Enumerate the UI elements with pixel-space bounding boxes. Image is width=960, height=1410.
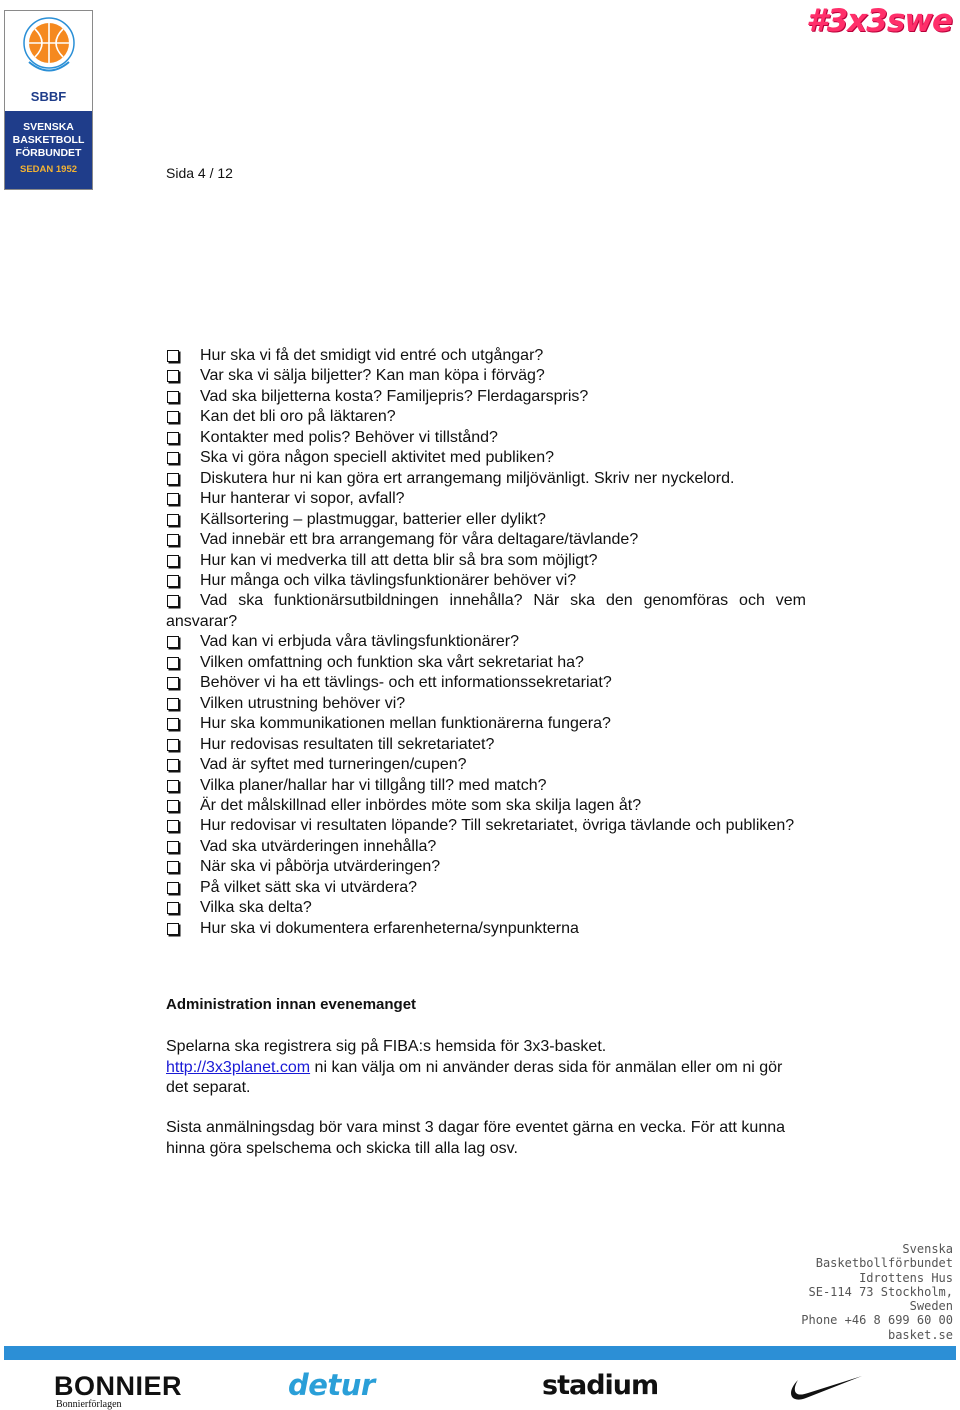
- checklist-item: [166, 346, 806, 366]
- checkbox-icon[interactable]: [166, 735, 200, 755]
- checklist-item-text: Var ska vi sälja biljetter? Kan man köpa i förväg?: [200, 367, 545, 385]
- checklist-item: [166, 632, 806, 652]
- checklist-item-text: Diskutera hur ni kan göra ert arrangemang miljövänligt. Skriv ner nyckelord.: [200, 469, 735, 487]
- checklist-item-text: Vad ska biljetterna kosta? Familjepris? Flerdagarspris?: [200, 387, 589, 405]
- admin-paragraph-registration: [166, 1037, 806, 1099]
- footer-divider-bar: [4, 1346, 956, 1360]
- checklist-item-text: Hur redovisas resultaten till sekretariatet?: [200, 735, 495, 753]
- checkbox-icon[interactable]: [166, 510, 200, 530]
- checklist-item-text: Hur redovisar vi resultaten löpande? Till sekretariatet, övriga tävlande och publiken?: [200, 817, 795, 835]
- checklist-item-text: Kontakter med polis? Behöver vi tillstånd?: [200, 428, 498, 446]
- checkbox-icon[interactable]: [166, 755, 200, 775]
- checklist-item-text: På vilket sätt ska vi utvärdera?: [200, 878, 417, 896]
- checklist-item: [166, 469, 806, 489]
- checkbox-icon[interactable]: [166, 407, 200, 427]
- bonnier-subtitle: Bonnierförlagen: [56, 1399, 122, 1410]
- logo-name-line: FÖRBUNDET: [15, 147, 82, 159]
- checklist: [166, 346, 806, 939]
- checkbox-icon[interactable]: [166, 387, 200, 407]
- checklist-item: [166, 551, 806, 571]
- checklist-item: [166, 448, 806, 468]
- checklist-item-text: Hur många och vilka tävlingsfunktionärer behöver vi?: [200, 571, 577, 589]
- checklist-item-text: Hur hanterar vi sopor, avfall?: [200, 490, 405, 508]
- checkbox-icon[interactable]: [166, 776, 200, 796]
- bonnier-name: BONNIER: [54, 1371, 183, 1401]
- checklist-item: [166, 714, 806, 734]
- checkbox-icon[interactable]: [166, 571, 200, 591]
- checklist-item: [166, 510, 806, 530]
- checkbox-icon[interactable]: [166, 796, 200, 816]
- checklist-item: [166, 919, 806, 939]
- checkbox-icon[interactable]: [166, 857, 200, 877]
- address-line: basket.se: [887, 1327, 953, 1342]
- admin-heading: Administration innan evenemanget: [166, 996, 417, 1013]
- logo-since: SEDAN 1952: [19, 164, 78, 175]
- checkbox-icon[interactable]: [166, 530, 200, 550]
- checklist-item: [166, 694, 806, 714]
- checklist-item: [166, 591, 806, 632]
- checklist-item-text: Hur ska vi dokumentera erfarenheterna/synpunkterna: [200, 919, 579, 937]
- address-line: SE-114 73 Stockholm,: [808, 1284, 953, 1299]
- checkbox-icon[interactable]: [166, 837, 200, 857]
- checkbox-icon[interactable]: [166, 919, 200, 939]
- checkbox-icon[interactable]: [166, 346, 200, 366]
- checklist-item: [166, 735, 806, 755]
- checkbox-icon[interactable]: [166, 428, 200, 448]
- logo-name: [5, 121, 92, 160]
- checkbox-icon[interactable]: [166, 489, 200, 509]
- checklist-item: [166, 755, 806, 775]
- checkbox-icon[interactable]: [166, 694, 200, 714]
- detur-logo: detur: [288, 1368, 375, 1402]
- checklist-item: [166, 653, 806, 673]
- admin-paragraph-deadline: Sista anmälningsdag bör vara minst 3 dagar före eventet gärna en vecka. För att kunna hinna göra spelschema och skicka till alla lag osv.: [166, 1119, 786, 1157]
- checklist-item-text: Vad är syftet med turneringen/cupen?: [200, 756, 467, 774]
- checklist-item: [166, 366, 806, 386]
- checkbox-icon[interactable]: [166, 878, 200, 898]
- checklist-item: [166, 407, 806, 427]
- logo-name-line: SVENSKA: [23, 121, 74, 133]
- checklist-item-text: Vilka planer/hallar har vi tillgång till? med match?: [200, 776, 547, 794]
- address-line: Phone +46 8 699 60 00: [801, 1313, 953, 1328]
- checklist-item: [166, 571, 806, 591]
- checklist-item-text: Vad innebär ett bra arrangemang för våra deltagare/tävlande?: [200, 531, 639, 549]
- checklist-item: [166, 673, 806, 693]
- sbbf-logo: [4, 10, 93, 190]
- checklist-item: [166, 387, 806, 407]
- checklist-item: [166, 530, 806, 550]
- checklist-item-text: Hur ska kommunikationen mellan funktionärerna fungera?: [200, 715, 611, 733]
- basketball-icon: [23, 17, 75, 87]
- stadium-logo: stadium: [542, 1370, 659, 1401]
- checklist-item-text: Är det målskillnad eller inbördes möte som ska skilja lagen åt?: [200, 796, 642, 814]
- checklist-item-text: Vad kan vi erbjuda våra tävlingsfunktionärer?: [200, 633, 519, 651]
- checkbox-icon[interactable]: [166, 551, 200, 571]
- checkbox-icon[interactable]: [166, 591, 200, 605]
- checkbox-icon[interactable]: [166, 816, 200, 830]
- footer-address: [801, 1242, 953, 1342]
- checklist-item-text: Kan det bli oro på läktaren?: [200, 408, 396, 426]
- checklist-item: [166, 796, 806, 816]
- checklist-item-text: Behöver vi ha ett tävlings- och ett informationssekretariat?: [200, 674, 612, 692]
- checkbox-icon[interactable]: [166, 632, 200, 652]
- checkbox-icon[interactable]: [166, 448, 200, 468]
- checklist-item: [166, 816, 806, 836]
- checklist-item: [166, 489, 806, 509]
- logo-top-panel: [5, 11, 92, 111]
- registration-text-rest: ni kan välja om ni använder deras sida för anmälan eller om ni gör det separat.: [166, 1058, 783, 1096]
- checklist-item-text: Vilken utrustning behöver vi?: [200, 694, 406, 712]
- checklist-item: [166, 857, 806, 877]
- checklist-item-text: Vilka ska delta?: [200, 899, 312, 917]
- checklist-item-text: Vilken omfattning och funktion ska vårt sekretariat ha?: [200, 653, 584, 671]
- checklist-item-text: Ska vi göra någon speciell aktivitet med publiken?: [200, 449, 554, 467]
- checklist-item: [166, 898, 806, 918]
- checkbox-icon[interactable]: [166, 366, 200, 386]
- checklist-item-text: Vad ska utvärderingen innehålla?: [200, 837, 437, 855]
- address-line: Sweden: [909, 1299, 953, 1314]
- checklist-item: [166, 428, 806, 448]
- checkbox-icon[interactable]: [166, 714, 200, 734]
- 3x3planet-link[interactable]: http://3x3planet.com: [166, 1058, 311, 1076]
- checkbox-icon[interactable]: [166, 653, 200, 673]
- checklist-item: [166, 837, 806, 857]
- checklist-item-text: När ska vi påbörja utvärderingen?: [200, 858, 441, 876]
- address-line: Idrottens Hus: [859, 1270, 953, 1285]
- checkbox-icon[interactable]: [166, 673, 200, 693]
- checkbox-icon[interactable]: [166, 469, 200, 489]
- logo-abbreviation: SBBF: [30, 89, 67, 104]
- bonnier-logo: [54, 1372, 182, 1410]
- checklist-item-text: Hur ska vi få det smidigt vid entré och utgångar?: [200, 347, 544, 364]
- registration-text: Spelarna ska registrera sig på FIBA:s hemsida för 3x3-basket.: [166, 1038, 607, 1055]
- checklist-item: [166, 776, 806, 796]
- checklist-item: [166, 878, 806, 898]
- nike-swoosh-icon: [784, 1374, 864, 1404]
- logo-name-line: BASKETBOLL: [12, 134, 85, 146]
- checklist-item-text: Hur kan vi medverka till att detta blir så bra som möjligt?: [200, 551, 598, 569]
- checkbox-icon[interactable]: [166, 898, 200, 918]
- page-number: Sida 4 / 12: [166, 165, 233, 181]
- hashtag-logo: #3x3swe: [806, 3, 952, 39]
- checklist-item-text: Vad ska funktionärsutbildningen innehålla? När ska den genomföras och vem ansvarar?: [166, 592, 806, 630]
- address-line: Svenska: [902, 1242, 953, 1256]
- checklist-item-text: Källsortering – plastmuggar, batterier eller dylikt?: [200, 510, 546, 528]
- address-line: Basketbollförbundet: [815, 1256, 953, 1271]
